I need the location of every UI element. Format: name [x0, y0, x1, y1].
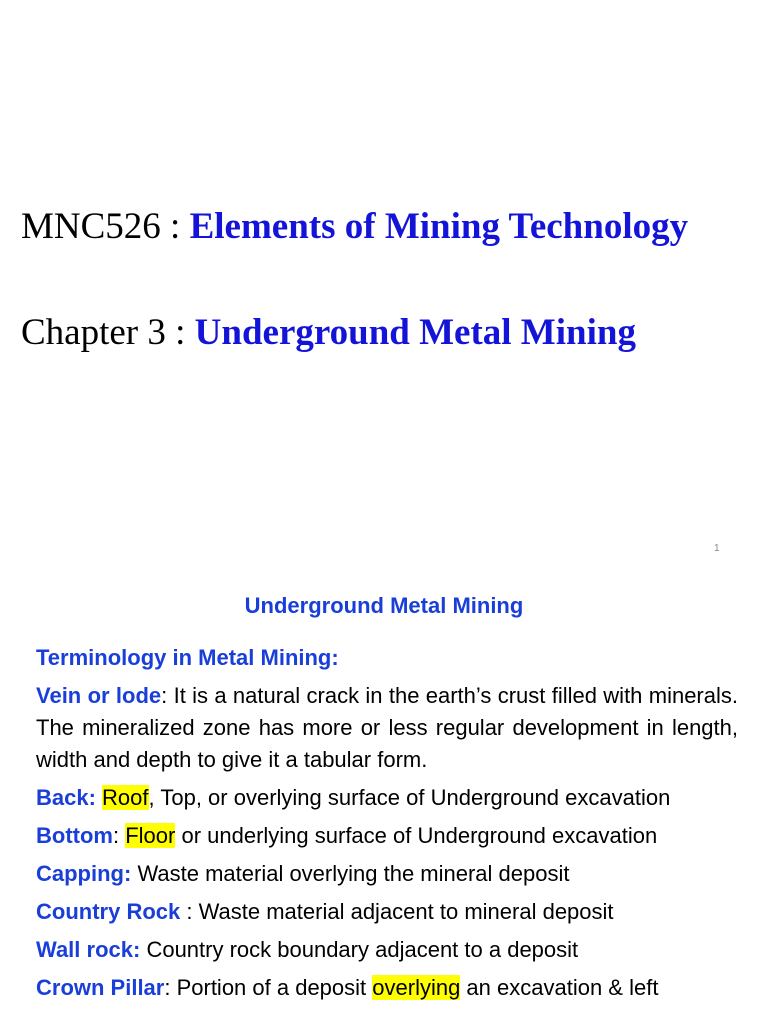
term-crown-pillar: Crown Pillar	[36, 975, 165, 1000]
definition-capping	[36, 858, 738, 890]
course-title-line	[21, 205, 688, 248]
definition-crown-pillar	[36, 972, 738, 1004]
term-vein: Vein or lode	[36, 683, 162, 708]
slide-body	[36, 642, 738, 1010]
term-back: Back:	[36, 785, 96, 810]
course-code: MNC526 :	[21, 206, 190, 247]
highlight-overlying: overlying	[372, 975, 461, 1000]
definition-text: : Waste material adjacent to mineral deposit	[180, 899, 614, 924]
definition-wall-rock	[36, 934, 738, 966]
definition-country-rock	[36, 896, 738, 928]
definition-text: or underlying surface of Underground excavation	[175, 823, 658, 848]
definition-text: Country rock boundary adjacent to a deposit	[140, 937, 579, 962]
definition-text: Waste material overlying the mineral deposit	[131, 861, 570, 886]
term-wall-rock: Wall rock:	[36, 937, 141, 962]
highlight-floor: Floor	[125, 823, 176, 848]
chapter-label: Chapter 3 :	[21, 312, 195, 353]
page-number: 1	[714, 543, 720, 554]
highlight-roof: Roof	[102, 785, 149, 810]
terminology-slide	[0, 576, 768, 1024]
slide-title: Underground Metal Mining	[244, 593, 524, 618]
course-name: Elements of Mining Technology	[189, 206, 689, 247]
definition-text: : It is a natural crack in the earth’s crust filled with minerals. The mineralized zone has more or less regular development in length, width and depth to give it a tabular form.	[36, 683, 738, 772]
definition-text: , Top, or overlying surface of Underground excavation	[148, 785, 671, 810]
term-bottom: Bottom	[36, 823, 113, 848]
section-heading: Terminology in Metal Mining:	[36, 645, 339, 670]
definition-back	[36, 782, 738, 814]
term-country-rock: Country Rock	[36, 899, 181, 924]
definition-vein	[36, 680, 738, 776]
chapter-name: Underground Metal Mining	[194, 312, 636, 353]
chapter-title-line	[21, 311, 636, 354]
definition-bottom	[36, 820, 738, 852]
colon: :	[112, 823, 126, 848]
term-capping: Capping:	[36, 861, 132, 886]
definition-text: : Portion of a deposit	[164, 975, 373, 1000]
definition-text: an excavation & left	[460, 975, 659, 1000]
